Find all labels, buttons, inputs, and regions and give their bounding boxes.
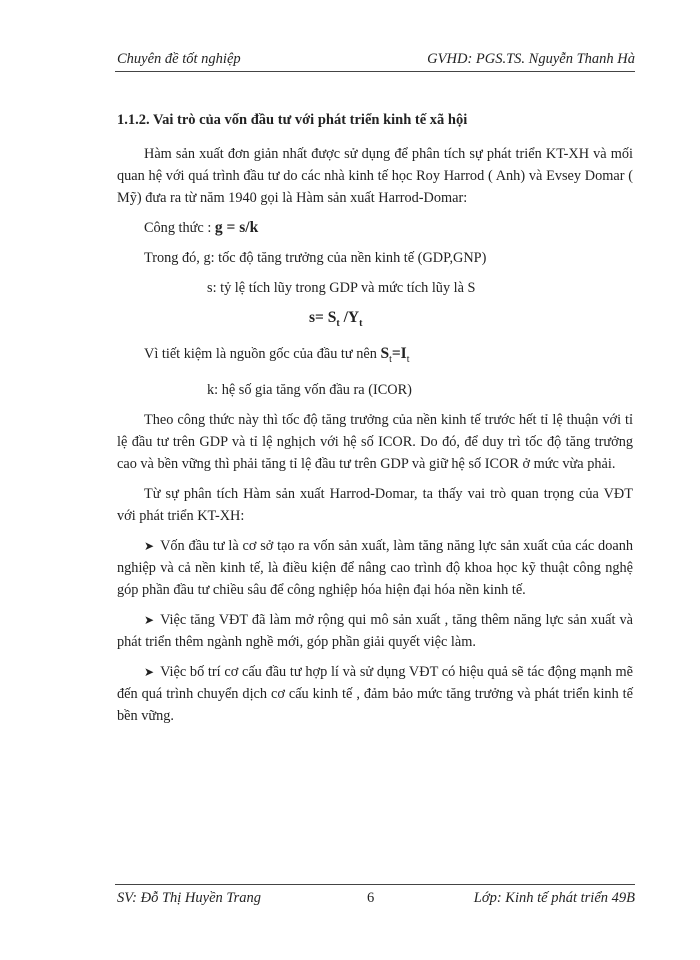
- s-formula-sub1: t: [336, 318, 340, 330]
- analysis-paragraph: Từ sự phân tích Hàm sản xuất Harrod-Domar, ta thấy vai trò quan trọng của VĐT với phát triển KT-XH:: [117, 485, 633, 524]
- page-header: [115, 49, 635, 72]
- bullet-item: [117, 535, 633, 601]
- bullet-item: [117, 609, 633, 653]
- bullet-text: Vốn đầu tư là cơ sở tạo ra vốn sản xuất, làm tăng năng lực sản xuất của các doanh nghiệp và cả nền kinh tế, là điều kiện để nâng cao trình độ khoa học kỹ thuật công nghệ góp phần đầu tư chiều sâu để công nghiệp hóa hiện đại hóa nền kinh tế.: [117, 537, 633, 598]
- bullet-text: Việc tăng VĐT đã làm mở rộng qui mô sản xuất , tăng thêm năng lực sản xuất và phát triển thêm ngành nghề mới, góp phần giải quyết việc làm.: [117, 611, 633, 650]
- definition-g: Trong đó, g: tốc độ tăng trưởng của nền kinh tế (GDP,GNP): [144, 250, 487, 266]
- formula-line: [117, 217, 633, 239]
- saving-line: [117, 343, 633, 371]
- definition-s: s: tỷ lệ tích lũy trong GDP và mức tích lũy là S: [207, 280, 476, 296]
- arrowhead-bullet-icon: ➤: [144, 612, 155, 627]
- bullet-item: [117, 661, 633, 727]
- saving-text: Vì tiết kiệm là nguồn gốc của đầu tư nên: [144, 346, 381, 363]
- formula-label: Công thức :: [144, 220, 215, 236]
- s-formula-mid: /Y: [339, 309, 360, 326]
- footer-class: Lớp: Kinh tế phát triển 49B: [473, 890, 635, 906]
- saving-S: S: [380, 345, 390, 363]
- s-formula: [117, 307, 633, 335]
- arrowhead-bullet-icon: ➤: [144, 664, 155, 679]
- header-right-text: GVHD: PGS.TS. Nguyễn Thanh Hà: [427, 51, 635, 67]
- saving-eq: =I: [391, 345, 407, 363]
- saving-sub2: t: [406, 353, 410, 365]
- page-footer: [115, 884, 635, 907]
- s-formula-left: s= S: [309, 309, 337, 326]
- header-left-text: Chuyên đề tốt nghiệp: [117, 51, 241, 67]
- page-number: 6: [367, 890, 375, 906]
- definition-k: k: hệ số gia tăng vốn đầu ra (ICOR): [207, 381, 412, 398]
- bullet-text: Việc bố trí cơ cấu đầu tư hợp lí và sử dụng VĐT có hiệu quả sẽ tác động mạnh mẽ đến quá trình chuyển dịch cơ cấu kinh tế , đảm bảo mức tăng trưởng và phát triển kinh tế bền vững.: [117, 663, 633, 724]
- arrowhead-bullet-icon: ➤: [144, 538, 155, 553]
- section-heading: 1.1.2. Vai trò của vốn đầu tư với phát triển kinh tế xã hội: [117, 112, 468, 128]
- footer-student: SV: Đỗ Thị Huyền Trang: [117, 890, 262, 906]
- saving-sub1: t: [389, 353, 392, 365]
- page-body: [117, 112, 633, 735]
- intro-paragraph: Hàm sản xuất đơn giản nhất được sử dụng để phân tích sự phát triển KT-XH và mối quan hệ với quá trình đầu tư do các nhà kinh tế học Roy Harrod ( Anh) và Evsey Domar ( Mỹ) đưa ra từ năm 1940 gọi là Hàm sản xuất Harrod-Domar:: [117, 146, 633, 206]
- theory-paragraph: Theo công thức này thì tốc độ tăng trưởng của nền kinh tế trước hết tỉ lệ thuận với tỉ lệ đầu tư trên GDP và tỉ lệ nghịch với hệ số ICOR. Do đó, để duy trì tốc độ tăng trưởng cao và bền vững thì phải tăng tỉ lệ đầu tư trên GDP và giữ hệ số ICOR ở mức vừa phải.: [117, 411, 633, 472]
- formula: g = s/k: [214, 219, 259, 236]
- s-formula-sub2: t: [359, 318, 363, 330]
